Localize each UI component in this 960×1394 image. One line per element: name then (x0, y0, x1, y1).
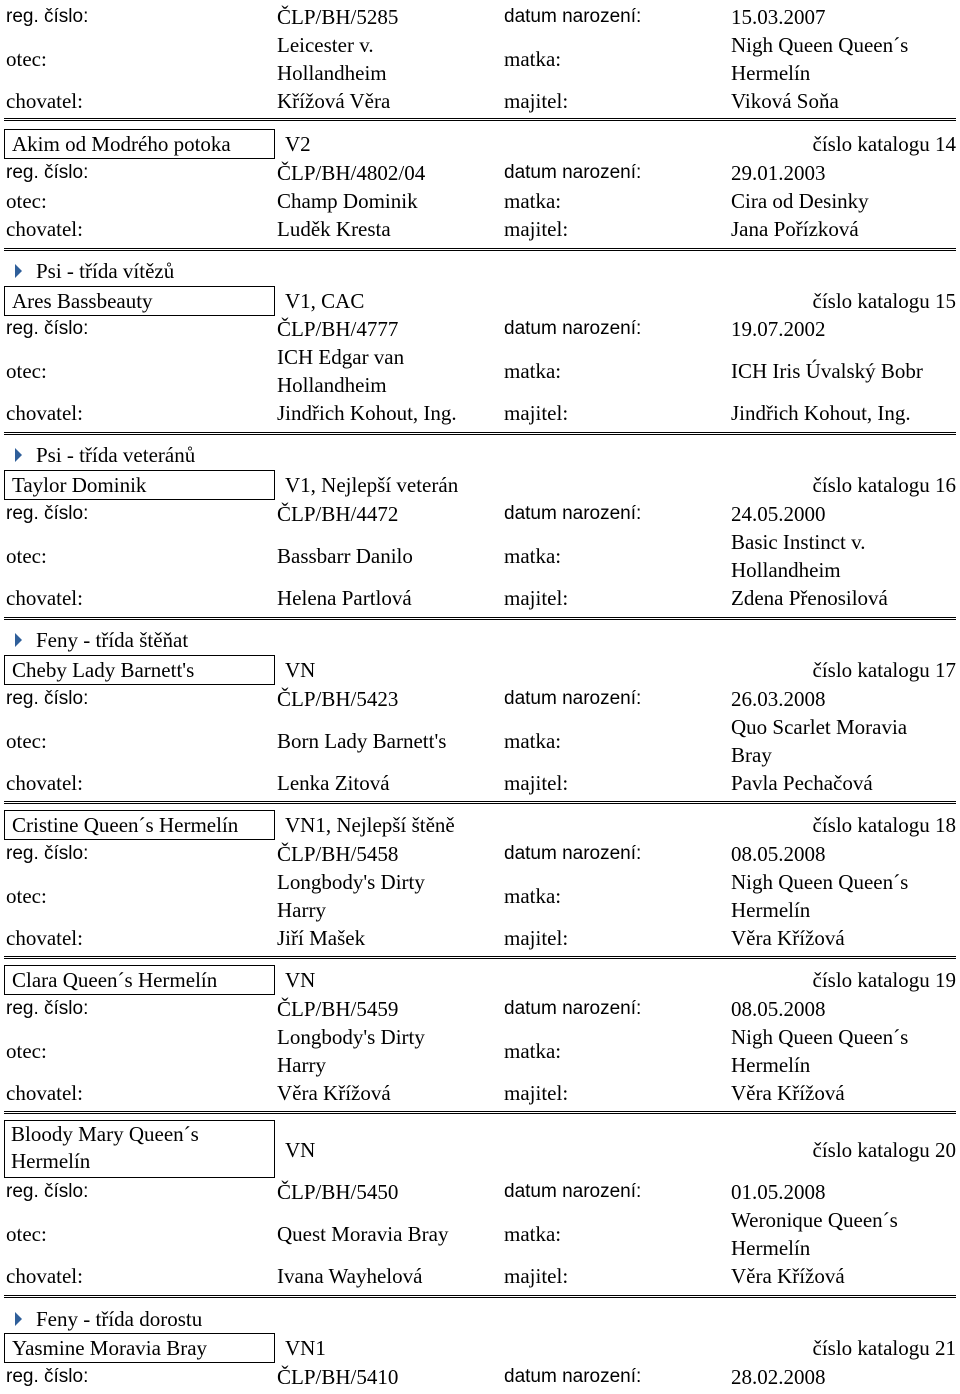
dam-value: Basic Instinct v. Hollandheim (731, 530, 866, 582)
sire-label: otec: (6, 1039, 47, 1063)
parents-row (0, 713, 960, 769)
breeder-label: chovatel: (6, 1264, 83, 1288)
separator (4, 1295, 956, 1298)
category-heading: Psi - třída veteránů (15, 441, 195, 469)
reg-label: reg. číslo: (6, 503, 89, 524)
breeder-label: chovatel: (6, 401, 83, 425)
reg-value: ČLP/BH/5410 (277, 1365, 399, 1389)
dog-name: Yasmine Moravia Bray (4, 1333, 275, 1363)
parents-row (0, 868, 960, 924)
owner-label: majitel: (504, 1264, 569, 1288)
breeder-value: Helena Partlová (277, 586, 412, 610)
category-heading: Feny - třída dorostu (15, 1305, 202, 1333)
birth-label: datum narození: (504, 503, 642, 524)
birth-value: 08.05.2008 (731, 842, 826, 866)
dam-label: matka: (504, 1039, 562, 1063)
sire-label: otec: (6, 359, 47, 383)
birth-value: 29.01.2003 (731, 161, 826, 185)
award: VN1, Nejlepší štěně (285, 813, 455, 837)
owner-value: Věra Křížová (731, 1081, 845, 1105)
separator (4, 801, 956, 804)
reg-label: reg. číslo: (6, 1366, 89, 1387)
dog-name: Cheby Lady Barnett's (4, 655, 275, 685)
breeder-value: Věra Křížová (277, 1081, 391, 1105)
reg-label: reg. číslo: (6, 1181, 89, 1202)
birth-label: datum narození: (504, 318, 642, 339)
owner-value: Věra Křížová (731, 1264, 845, 1288)
dam-value: Nigh Queen Queen´s Hermelín (731, 870, 909, 922)
award: V1, CAC (285, 289, 365, 313)
reg-value: ČLP/BH/4802/04 (277, 161, 426, 185)
catalog-number: číslo katalogu 21 (812, 1336, 956, 1360)
reg-value: ČLP/BH/5423 (277, 687, 399, 711)
birth-label: datum narození: (504, 6, 642, 27)
parents-row (0, 528, 960, 584)
breeder-value: Luděk Kresta (277, 217, 391, 241)
breeder-row (0, 584, 960, 612)
catalog-number: číslo katalogu 19 (812, 968, 956, 992)
dog-name: Clara Queen´s Hermelín (4, 965, 275, 995)
sire-label: otec: (6, 884, 47, 908)
reg-row (0, 315, 960, 343)
birth-label: datum narození: (504, 998, 642, 1019)
reg-row (0, 3, 960, 31)
breeder-label: chovatel: (6, 586, 83, 610)
dog-name: Cristine Queen´s Hermelín (4, 810, 275, 840)
dam-value: Quo Scarlet Moravia Bray (731, 715, 908, 767)
parents-row (0, 31, 960, 87)
breeder-label: chovatel: (6, 771, 83, 795)
dam-value: Nigh Queen Queen´s Hermelín (731, 1025, 909, 1077)
birth-value: 15.03.2007 (731, 5, 826, 29)
sire-label: otec: (6, 729, 47, 753)
reg-label: reg. číslo: (6, 162, 89, 183)
sire-label: otec: (6, 189, 47, 213)
owner-value: Zdena Přenosilová (731, 586, 888, 610)
dam-value: ICH Iris Úvalský Bobr (731, 359, 923, 383)
birth-value: 19.07.2002 (731, 317, 826, 341)
owner-label: majitel: (504, 771, 569, 795)
dam-label: matka: (504, 1222, 562, 1246)
breeder-row (0, 769, 960, 797)
reg-row (0, 685, 960, 713)
dam-label: matka: (504, 544, 562, 568)
separator (4, 1111, 956, 1114)
catalog-number: číslo katalogu 14 (812, 132, 956, 156)
award: VN (285, 968, 316, 992)
sire-label: otec: (6, 544, 47, 568)
owner-label: majitel: (504, 926, 569, 950)
separator (4, 432, 956, 435)
dam-value: Cira od Desinky (731, 189, 869, 213)
dam-value: Weronique Queen´s Hermelín (731, 1208, 898, 1260)
breeder-row (0, 215, 960, 243)
reg-value: ČLP/BH/5285 (277, 5, 399, 29)
reg-value: ČLP/BH/4472 (277, 502, 399, 526)
triangle-bullet-icon (15, 448, 22, 462)
reg-label: reg. číslo: (6, 6, 89, 27)
separator (4, 956, 956, 959)
triangle-bullet-icon (15, 264, 22, 278)
birth-label: datum narození: (504, 688, 642, 709)
birth-value: 01.05.2008 (731, 1180, 826, 1204)
owner-label: majitel: (504, 586, 569, 610)
birth-value: 08.05.2008 (731, 997, 826, 1021)
owner-value: Viková Soňa (731, 89, 839, 113)
catalog-number: číslo katalogu 16 (812, 473, 956, 497)
sire-value: Champ Dominik (277, 189, 418, 213)
award: VN1 (285, 1336, 326, 1360)
dam-value: Nigh Queen Queen´s Hermelín (731, 33, 909, 85)
dog-name: Ares Bassbeauty (4, 286, 275, 316)
breeder-value: Lenka Zitová (277, 771, 390, 795)
birth-value: 24.05.2000 (731, 502, 826, 526)
birth-label: datum narození: (504, 162, 642, 183)
dog-name: Bloody Mary Queen´s Hermelín (4, 1120, 275, 1178)
triangle-bullet-icon (15, 633, 22, 647)
sire-value: Born Lady Barnett's (277, 729, 447, 753)
dam-label: matka: (504, 729, 562, 753)
reg-row (0, 1178, 960, 1206)
breeder-row (0, 924, 960, 952)
reg-value: ČLP/BH/5458 (277, 842, 399, 866)
separator (4, 118, 956, 121)
award: VN (285, 658, 316, 682)
reg-row (0, 995, 960, 1023)
birth-label: datum narození: (504, 1181, 642, 1202)
breeder-value: Jiří Mašek (277, 926, 366, 950)
category-heading: Psi - třída vítězů (15, 257, 174, 285)
sire-value: Longbody's Dirty Harry (277, 870, 425, 922)
sire-value: Bassbarr Danilo (277, 544, 413, 568)
breeder-row (0, 399, 960, 427)
owner-label: majitel: (504, 401, 569, 425)
owner-value: Jana Pořízková (731, 217, 859, 241)
dam-label: matka: (504, 359, 562, 383)
parents-row (0, 1023, 960, 1079)
reg-row (0, 500, 960, 528)
award: V1, Nejlepší veterán (285, 473, 459, 497)
owner-value: Pavla Pechačová (731, 771, 873, 795)
breeder-label: chovatel: (6, 89, 83, 113)
catalog-number: číslo katalogu 17 (812, 658, 956, 682)
catalog-number: číslo katalogu 20 (812, 1138, 956, 1162)
parents-row (0, 1206, 960, 1262)
owner-label: majitel: (504, 217, 569, 241)
separator (4, 617, 956, 620)
reg-label: reg. číslo: (6, 843, 89, 864)
catalog-number: číslo katalogu 18 (812, 813, 956, 837)
dog-name: Akim od Modrého potoka (4, 129, 275, 159)
dog-name: Taylor Dominik (4, 470, 275, 500)
sire-label: otec: (6, 1222, 47, 1246)
breeder-label: chovatel: (6, 926, 83, 950)
breeder-value: Ivana Wayhelová (277, 1264, 423, 1288)
catalog-number: číslo katalogu 15 (812, 289, 956, 313)
dam-label: matka: (504, 884, 562, 908)
reg-row (0, 840, 960, 868)
owner-value: Věra Křížová (731, 926, 845, 950)
dam-label: matka: (504, 189, 562, 213)
reg-value: ČLP/BH/5450 (277, 1180, 399, 1204)
category-heading: Feny - třída štěňat (15, 626, 188, 654)
sire-value: Quest Moravia Bray (277, 1222, 449, 1246)
breeder-value: Jindřich Kohout, Ing. (277, 401, 457, 425)
award: V2 (285, 132, 311, 156)
breeder-label: chovatel: (6, 1081, 83, 1105)
reg-label: reg. číslo: (6, 688, 89, 709)
triangle-bullet-icon (15, 1312, 22, 1326)
sire-value: Longbody's Dirty Harry (277, 1025, 425, 1077)
award: VN (285, 1138, 316, 1162)
sire-value: Leicester v. Hollandheim (277, 33, 387, 85)
birth-label: datum narození: (504, 1366, 642, 1387)
reg-value: ČLP/BH/5459 (277, 997, 399, 1021)
parents-row (0, 187, 960, 215)
reg-row (0, 159, 960, 187)
birth-label: datum narození: (504, 843, 642, 864)
dam-label: matka: (504, 47, 562, 71)
birth-value: 28.02.2008 (731, 1365, 826, 1389)
breeder-row (0, 1262, 960, 1290)
breeder-row (0, 1079, 960, 1107)
breeder-value: Křížová Věra (277, 89, 391, 113)
breeder-row (0, 87, 960, 115)
owner-value: Jindřich Kohout, Ing. (731, 401, 911, 425)
sire-value: ICH Edgar van Hollandheim (277, 345, 405, 397)
owner-label: majitel: (504, 1081, 569, 1105)
parents-row (0, 343, 960, 399)
reg-value: ČLP/BH/4777 (277, 317, 399, 341)
sire-label: otec: (6, 47, 47, 71)
reg-label: reg. číslo: (6, 998, 89, 1019)
separator (4, 248, 956, 251)
owner-label: majitel: (504, 89, 569, 113)
breeder-label: chovatel: (6, 217, 83, 241)
birth-value: 26.03.2008 (731, 687, 826, 711)
reg-label: reg. číslo: (6, 318, 89, 339)
reg-row (0, 1363, 960, 1391)
